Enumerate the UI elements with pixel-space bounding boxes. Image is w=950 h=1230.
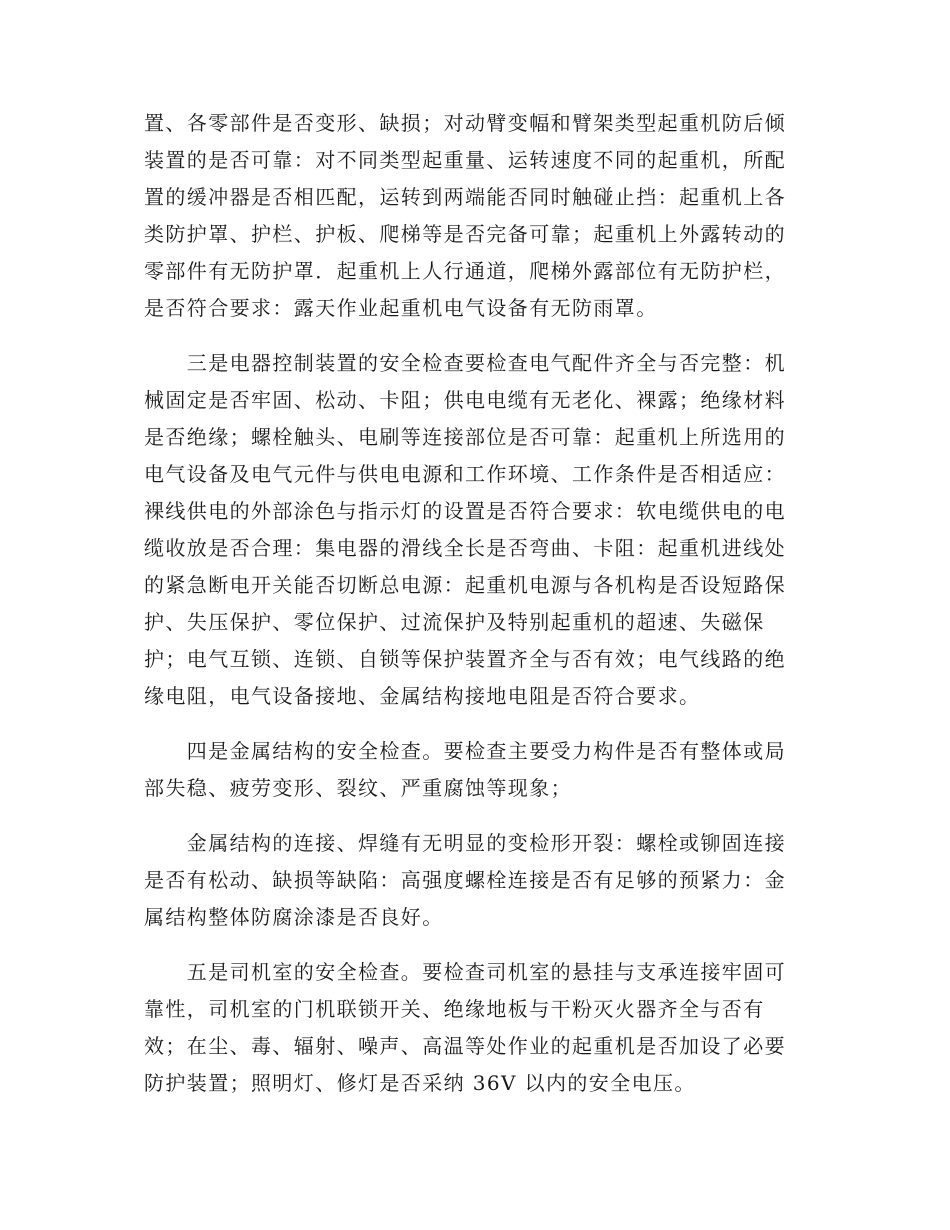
text-line: 靠性，司机室的门机联锁开关、绝缘地板与干粉灭火器齐全与否有: [144, 997, 765, 1021]
text-line: 护、失压保护、零位保护、过流保护及特别起重机的超速、失磁保: [144, 610, 765, 634]
paragraph-spacer: [144, 327, 806, 345]
text-line: 金属结构的连接、焊缝有无明显的变检形开裂：螺栓或铆固连接: [144, 831, 786, 855]
text-line: 置的缓冲器是否相匹配，运转到两端能否同时触碰止挡：起重机上各: [144, 185, 786, 209]
paragraph-metal-connections: [144, 825, 806, 936]
text-line: 是否符合要求：露天作业起重机电气设备有无防雨罩。: [144, 296, 658, 320]
text-line: 置、各零部件是否变形、缺损；对动臂变幅和臂架类型起重机防后倾: [144, 111, 786, 135]
text-line: 类防护罩、护栏、护板、爬梯等是否完备可靠；起重机上外露转动的: [144, 222, 786, 246]
text-line: 的紧急断电开关能否切断总电源：起重机电源与各机构是否设短路保: [144, 573, 786, 597]
paragraph-electrical-control-check: [144, 345, 806, 715]
text-line: 三是电器控制装置的安全检查要检查电气配件齐全与否完整：机: [144, 351, 786, 375]
paragraph-cab-safety-check: [144, 954, 806, 1102]
paragraph-spacer: [144, 936, 806, 954]
text-line: 四是金属结构的安全检查。要检查主要受力构件是否有整体或局: [144, 739, 786, 763]
text-line: 效；在尘、毒、辐射、噪声、高温等处作业的起重机是否加设了必要: [144, 1034, 786, 1058]
text-line: 电气设备及电气元件与供电电源和工作环境、工作条件是否相适应：: [144, 462, 786, 486]
paragraph-spacer: [144, 715, 806, 733]
document-body: [144, 105, 806, 1102]
text-line: 装置的是否可靠：对不同类型起重量、运转速度不同的起重机，所配: [144, 148, 786, 172]
text-line: 械固定是否牢固、松动、卡阻；供电电缆有无老化、裸露；绝缘材料: [144, 388, 786, 412]
text-line: 缘电阻，电气设备接地、金属结构接地电阻是否符合要求。: [144, 684, 701, 708]
text-line: 零部件有无防护罩．起重机上人行通道，爬梯外露部位有无防护栏，: [144, 259, 786, 283]
text-line: 裸线供电的外部涂色与指示灯的设置是否符合要求：软电缆供电的电: [144, 499, 786, 523]
text-line: 缆收放是否合理：集电器的滑线全长是否弯曲、卡阻：起重机进线处: [144, 536, 786, 560]
text-line: 护；电气互锁、连锁、自锁等保护装置齐全与否有效；电气线路的绝: [144, 647, 786, 671]
paragraph-metal-structure-check: [144, 733, 806, 807]
text-line: 五是司机室的安全检查。要检查司机室的悬挂与支承连接牢固可: [144, 960, 786, 984]
text-line: 防护装置；照明灯、修灯是否采纳 36V 以内的安全电压。: [144, 1071, 696, 1095]
paragraph-spacer: [144, 807, 806, 825]
text-line: 是否绝缘；螺栓触头、电刷等连接部位是否可靠：起重机上所选用的: [144, 425, 786, 449]
text-line: 部失稳、疲劳变形、裂纹、严重腐蚀等现象；: [144, 776, 572, 800]
text-line: 属结构整体防腐涂漆是否良好。: [144, 905, 444, 929]
paragraph-crane-structure-continued: [144, 105, 806, 327]
text-line: 是否有松动、缺损等缺陷：高强度螺栓连接是否有足够的预紧力：金: [144, 868, 786, 892]
